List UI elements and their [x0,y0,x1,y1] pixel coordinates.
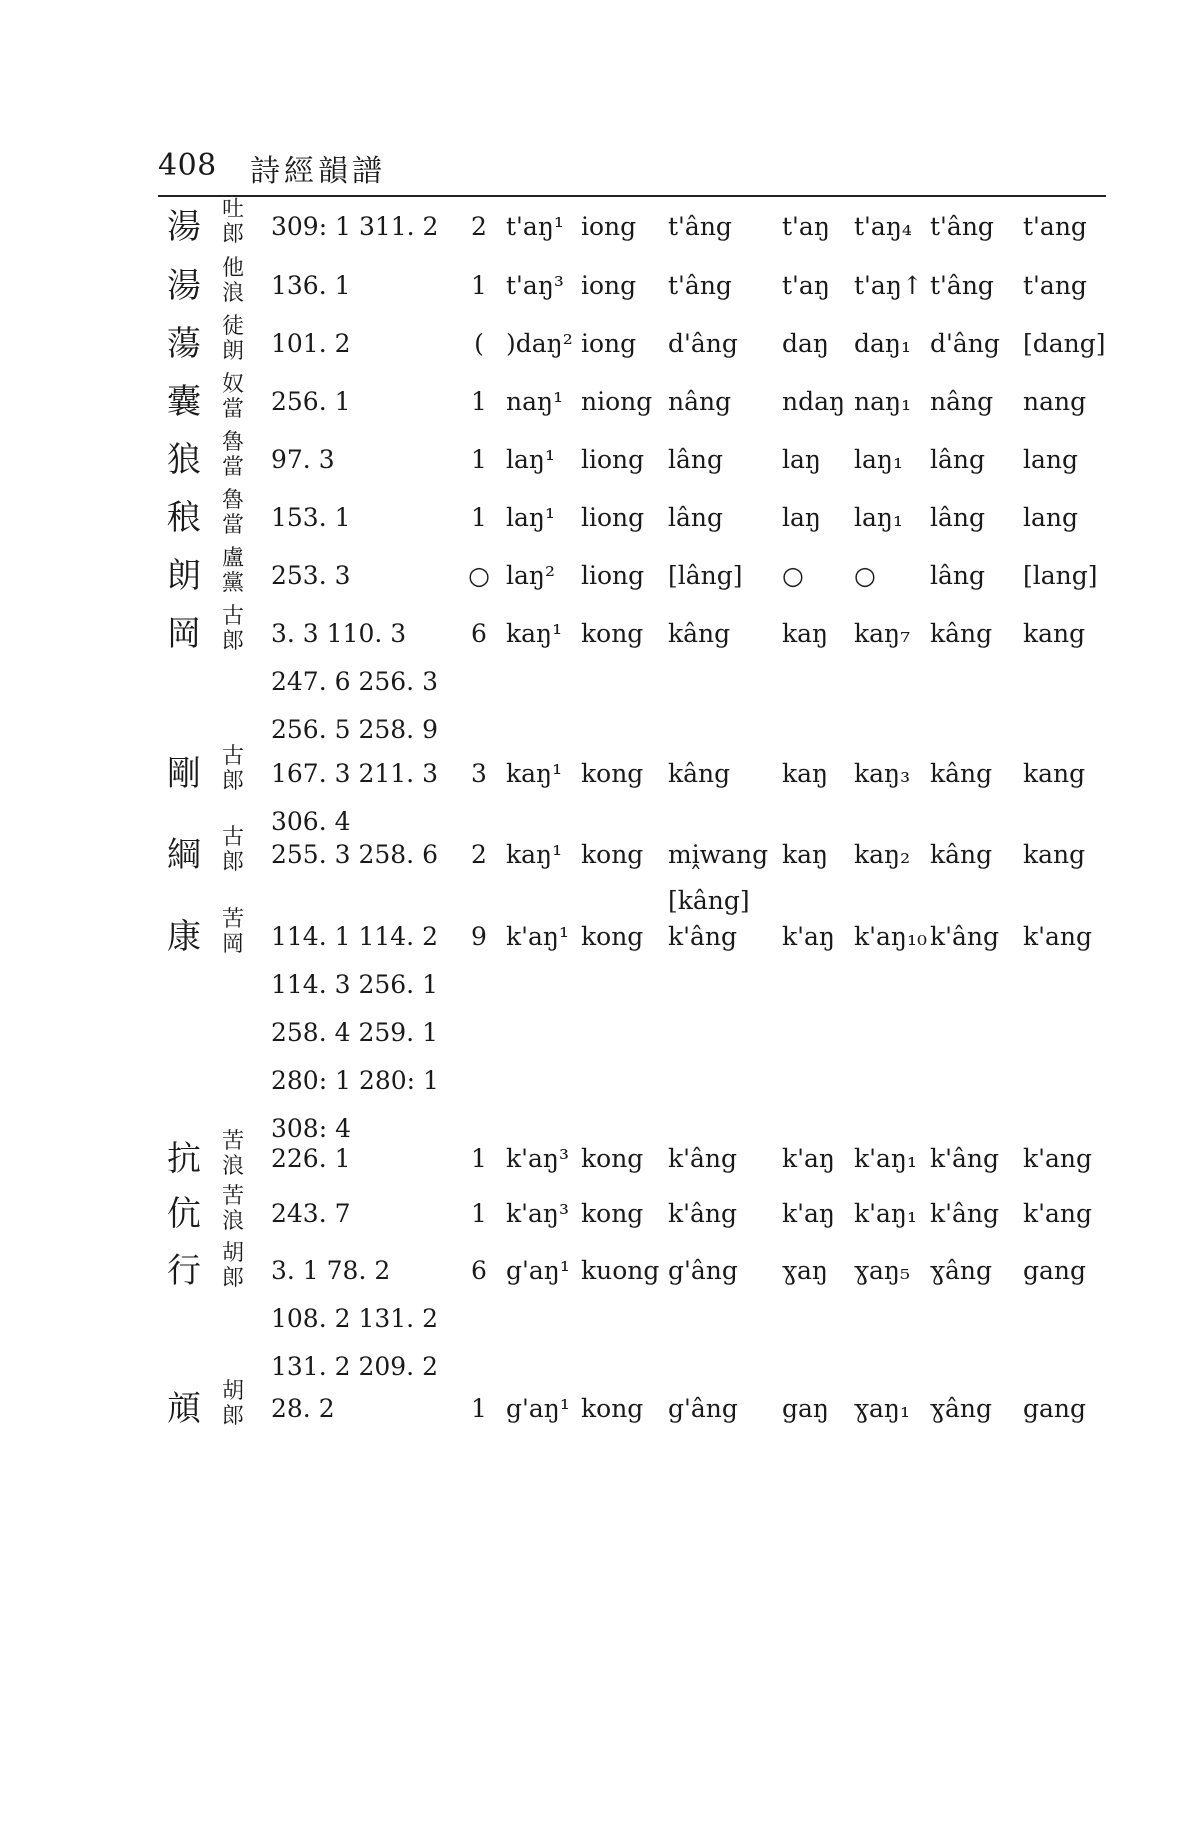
reconstruction-ipa: g'aŋ¹ [506,1256,570,1285]
ode-references [271,320,351,368]
ode-reference-line: 3. 1 78. 2 [271,1256,391,1285]
ode-reference-line: 114. 1 114. 2 [271,922,438,951]
fanqie-upper: 徒 [221,314,244,339]
ode-reference-line: 256. 1 [271,387,351,416]
reading-col8: nang [1023,387,1087,416]
head-character: 蕩 [167,324,201,364]
reading-col5: kaŋ [782,619,829,648]
reading-col4-main: g'âng [668,1256,738,1285]
reading-col6: k'aŋ₁₀ [854,922,928,951]
reading-col6: laŋ₁ [854,445,904,474]
reading-col5: k'aŋ [782,922,836,951]
reading-col4 [668,1135,737,1183]
reconstruction-ipa: t'aŋ¹ [506,212,564,241]
reading-col4 [668,494,723,542]
reading-col4-main: d'âng [668,329,738,358]
occurrence-count: 1 [471,271,487,300]
fanqie-upper: 他 [221,256,244,281]
reading-col4 [668,1247,738,1295]
reading-col4 [668,831,768,921]
reading-col7: d'âng [930,329,1000,358]
fanqie-lower: 黨 [221,571,244,596]
reading-col5: t'aŋ [782,212,830,241]
rhyme-group: kong [581,759,644,788]
reading-col4 [668,750,730,798]
reading-col4-main: mi̭wang [668,840,769,869]
rhyme-group: liong [581,561,645,590]
ode-references [271,552,351,600]
fanqie-lower: 當 [221,513,244,538]
rhyme-group: kong [581,840,644,869]
ode-reference-line: 255. 3 258. 6 [271,840,438,869]
table-row [0,744,1200,836]
reading-col4 [668,378,731,426]
ode-references [271,913,439,1153]
reading-col4 [668,436,723,484]
fanqie-lower: 郎 [221,1404,244,1429]
rhyme-group: iong [581,212,637,241]
ode-references [271,262,351,310]
reading-col8: gang [1023,1394,1087,1423]
table-row [0,372,1200,426]
reconstruction-ipa: naŋ¹ [506,387,564,416]
occurrence-count: 3 [471,759,487,788]
head-character: 抗 [167,1139,201,1179]
reading-col6: kaŋ₇ [854,619,911,648]
ode-reference-line: 28. 2 [271,1394,335,1423]
rhyme-group: iong [581,271,637,300]
head-character: 湯 [167,266,201,306]
reconstruction-ipa: laŋ¹ [506,445,556,474]
fanqie-upper: 苦 [221,1184,244,1209]
ode-reference-line: 101. 2 [271,329,351,358]
table-row [0,825,1200,915]
reading-col7: kâng [930,619,993,648]
reading-col7: lâng [930,445,986,474]
head-character: 行 [167,1251,201,1291]
table-row [0,1379,1200,1433]
fanqie-annotation [219,1241,247,1291]
reconstruction-ipa: kaŋ¹ [506,840,563,869]
page-number: 408 [158,148,217,183]
head-character: 朗 [167,556,201,596]
ode-reference-line: 226. 1 [271,1144,351,1173]
reading-col8: t'ang [1023,212,1087,241]
reading-col4-main: g'âng [668,1394,738,1423]
reading-col7: lâng [930,561,986,590]
ode-references [271,203,438,251]
ode-reference-line: 136. 1 [271,271,351,300]
reading-col4-main: lâng [668,503,724,532]
reconstruction-ipa: laŋ¹ [506,503,556,532]
rhyme-group: kong [581,1394,644,1423]
reading-col5: laŋ [782,503,822,532]
occurrence-count: 6 [471,619,487,648]
reading-col5: kaŋ [782,759,829,788]
ode-reference-line: 258. 4 259. 1 [271,1018,438,1047]
fanqie-lower: 浪 [221,281,244,306]
fanqie-upper: 胡 [221,1379,244,1404]
rhyme-group: kong [581,1144,644,1173]
ode-references [271,378,351,426]
rhyme-group: kong [581,619,644,648]
occurrence-count: 1 [471,1394,487,1423]
reading-col6: ○ [854,561,876,590]
ode-reference-line: 309: 1 311. 2 [271,212,439,241]
reading-col7: t'âng [930,212,994,241]
reading-col8: kang [1023,840,1086,869]
reading-col4 [668,320,738,368]
head-character: 湯 [167,207,201,247]
fanqie-lower: 郎 [221,769,244,794]
reading-col4 [668,610,730,658]
table-row [0,1184,1200,1238]
reading-col7: ɣâng [930,1394,992,1423]
rhyme-group: iong [581,329,637,358]
reading-col8: kang [1023,759,1086,788]
fanqie-lower: 郎 [221,1266,244,1291]
fanqie-lower: 當 [221,397,244,422]
fanqie-lower: 岡 [221,932,244,957]
reconstruction-ipa: kaŋ¹ [506,619,563,648]
fanqie-annotation [219,314,247,364]
reconstruction-ipa: kaŋ¹ [506,759,563,788]
reconstruction-ipa: k'aŋ³ [506,1199,570,1228]
table-row [0,1241,1200,1381]
ode-reference-line: 308: 4 [271,1114,351,1143]
reconstruction-ipa: g'aŋ¹ [506,1394,570,1423]
reading-col4-alt: [kâng] [668,886,750,915]
book-title: 詩經韻譜 [250,154,386,189]
ode-reference-line: 97. 3 [271,445,335,474]
reading-col4-main: k'âng [668,1199,738,1228]
reading-col6: ɣaŋ₅ [854,1256,911,1285]
reading-col5: t'aŋ [782,271,830,300]
reconstruction-ipa: laŋ² [506,561,556,590]
ode-reference-line: 253. 3 [271,561,351,590]
reading-col5: ○ [782,561,804,590]
reading-col4-main: t'âng [668,212,732,241]
rhyme-group: niong [581,387,653,416]
occurrence-count: ( [474,329,484,358]
occurrence-count: ○ [468,561,490,590]
reading-col8: kang [1023,619,1086,648]
reading-col7: k'âng [930,1144,1000,1173]
occurrence-count: 2 [471,212,487,241]
ode-reference-line: 114. 3 256. 1 [271,970,438,999]
ode-reference-line: 256. 5 258. 9 [271,715,438,744]
fanqie-lower: 郎 [221,629,244,654]
occurrence-count: 1 [471,1199,487,1228]
reading-col4-main: k'âng [668,922,738,951]
fanqie-lower: 浪 [221,1154,244,1179]
reading-col5: k'aŋ [782,1144,836,1173]
head-character: 剛 [167,754,201,794]
reading-col5: laŋ [782,445,822,474]
fanqie-annotation [219,825,247,875]
head-character: 伉 [167,1194,201,1234]
fanqie-annotation [219,488,247,538]
ode-references [271,494,351,542]
occurrence-count: 1 [471,387,487,416]
fanqie-annotation [219,197,247,247]
fanqie-annotation [219,744,247,794]
reading-col7: k'âng [930,922,1000,951]
reading-col4-main: kâng [668,759,731,788]
ode-references [271,610,438,754]
reading-col8: k'ang [1023,1199,1093,1228]
fanqie-upper: 苦 [221,1129,244,1154]
ode-references [271,1247,438,1391]
fanqie-annotation [219,1379,247,1429]
page-header [158,140,1108,190]
fanqie-annotation [219,546,247,596]
fanqie-upper: 魯 [221,488,244,513]
fanqie-upper: 古 [221,604,244,629]
table-row [0,488,1200,542]
head-character: 狼 [167,440,201,480]
reading-col4 [668,1385,738,1433]
head-character: 頏 [167,1389,201,1429]
reading-col6: laŋ₁ [854,503,904,532]
ode-reference-line: 108. 2 131. 2 [271,1304,438,1333]
reading-col5: kaŋ [782,840,829,869]
reading-col4-main: t'âng [668,271,732,300]
rhyme-group: liong [581,445,645,474]
reading-col8: [dang] [1023,329,1106,358]
reading-col7: ɣâng [930,1256,992,1285]
fanqie-annotation [219,1129,247,1179]
fanqie-annotation [219,907,247,957]
reading-col5: gaŋ [782,1394,830,1423]
reading-col4 [668,262,732,310]
occurrence-count: 2 [471,840,487,869]
table-row [0,907,1200,1143]
reading-col6: daŋ₁ [854,329,912,358]
reading-col6: k'aŋ₁ [854,1199,918,1228]
occurrence-count: 1 [471,1144,487,1173]
fanqie-upper: 古 [221,825,244,850]
fanqie-lower: 朗 [221,339,244,364]
reading-col4 [668,913,737,961]
ode-reference-line: 243. 7 [271,1199,351,1228]
ode-references [271,1385,335,1433]
fanqie-lower: 當 [221,455,244,480]
head-character: 囊 [167,382,201,422]
reading-col4-main: nâng [668,387,732,416]
table-row [0,604,1200,744]
occurrence-count: 1 [471,445,487,474]
reading-col8: gang [1023,1256,1087,1285]
reading-col6: t'aŋ↑ [854,271,923,300]
reading-col4 [668,552,743,600]
header-rule [158,195,1106,197]
fanqie-annotation [219,256,247,306]
reading-col7: kâng [930,840,993,869]
reading-col8: lang [1023,503,1079,532]
ode-references [271,831,438,879]
table-row [0,314,1200,368]
ode-reference-line: 306. 4 [271,807,351,836]
reading-col4-main: [lâng] [668,561,743,590]
reading-col7: k'âng [930,1199,1000,1228]
fanqie-annotation [219,604,247,654]
rhyme-group: kuong [581,1256,660,1285]
fanqie-annotation [219,1184,247,1234]
head-character: 岡 [167,614,201,654]
table-row [0,546,1200,600]
fanqie-upper: 盧 [221,546,244,571]
reconstruction-ipa: k'aŋ³ [506,1144,570,1173]
reading-col4-main: lâng [668,445,724,474]
reconstruction-ipa: t'aŋ³ [506,271,564,300]
fanqie-upper: 吐 [221,197,244,222]
head-character: 綱 [167,835,201,875]
ode-reference-line: 247. 6 256. 3 [271,667,438,696]
ode-reference-line: 280: 1 280: 1 [271,1066,439,1095]
reading-col4 [668,1190,737,1238]
table-row [0,197,1200,251]
reconstruction-ipa: k'aŋ¹ [506,922,570,951]
reading-col4-main: k'âng [668,1144,738,1173]
fanqie-upper: 古 [221,744,244,769]
reading-col7: t'âng [930,271,994,300]
fanqie-lower: 郎 [221,850,244,875]
reading-col6: kaŋ₃ [854,759,911,788]
fanqie-upper: 苦 [221,907,244,932]
fanqie-annotation [219,372,247,422]
occurrence-count: 9 [471,922,487,951]
occurrence-count: 1 [471,503,487,532]
ode-reference-line: 167. 3 211. 3 [271,759,438,788]
reading-col6: ɣaŋ₁ [854,1394,911,1423]
reading-col5: ndaŋ [782,387,846,416]
reading-col8: [lang] [1023,561,1098,590]
ode-references [271,436,335,484]
reading-col5: daŋ [782,329,830,358]
reading-col4-main: kâng [668,619,731,648]
occurrence-count: 6 [471,1256,487,1285]
rhyme-group: kong [581,922,644,951]
fanqie-upper: 魯 [221,430,244,455]
reading-col8: t'ang [1023,271,1087,300]
reading-col6: k'aŋ₁ [854,1144,918,1173]
ode-reference-line: 3. 3 110. 3 [271,619,407,648]
rhyme-group: kong [581,1199,644,1228]
reading-col7: nâng [930,387,994,416]
reading-col8: k'ang [1023,922,1093,951]
reading-col8: k'ang [1023,1144,1093,1173]
fanqie-lower: 浪 [221,1209,244,1234]
ode-references [271,1135,351,1183]
rhyme-group: liong [581,503,645,532]
reading-col5: ɣaŋ [782,1256,828,1285]
reconstruction-ipa: )daŋ² [506,329,573,358]
reading-col6: naŋ₁ [854,387,912,416]
reading-col7: kâng [930,759,993,788]
reading-col7: lâng [930,503,986,532]
reading-col6: t'aŋ₄ [854,212,912,241]
ode-reference-line: 153. 1 [271,503,351,532]
fanqie-upper: 奴 [221,372,244,397]
fanqie-upper: 胡 [221,1241,244,1266]
table-row [0,430,1200,484]
reading-col5: k'aŋ [782,1199,836,1228]
table-row [0,1129,1200,1183]
ode-reference-line: 131. 2 209. 2 [271,1352,438,1381]
ode-references [271,1190,351,1238]
fanqie-annotation [219,430,247,480]
table-row [0,256,1200,310]
head-character: 康 [167,917,201,957]
reading-col6: kaŋ₂ [854,840,911,869]
reading-col8: lang [1023,445,1079,474]
head-character: 稂 [167,498,201,538]
reading-col4 [668,203,732,251]
fanqie-lower: 郎 [221,222,244,247]
